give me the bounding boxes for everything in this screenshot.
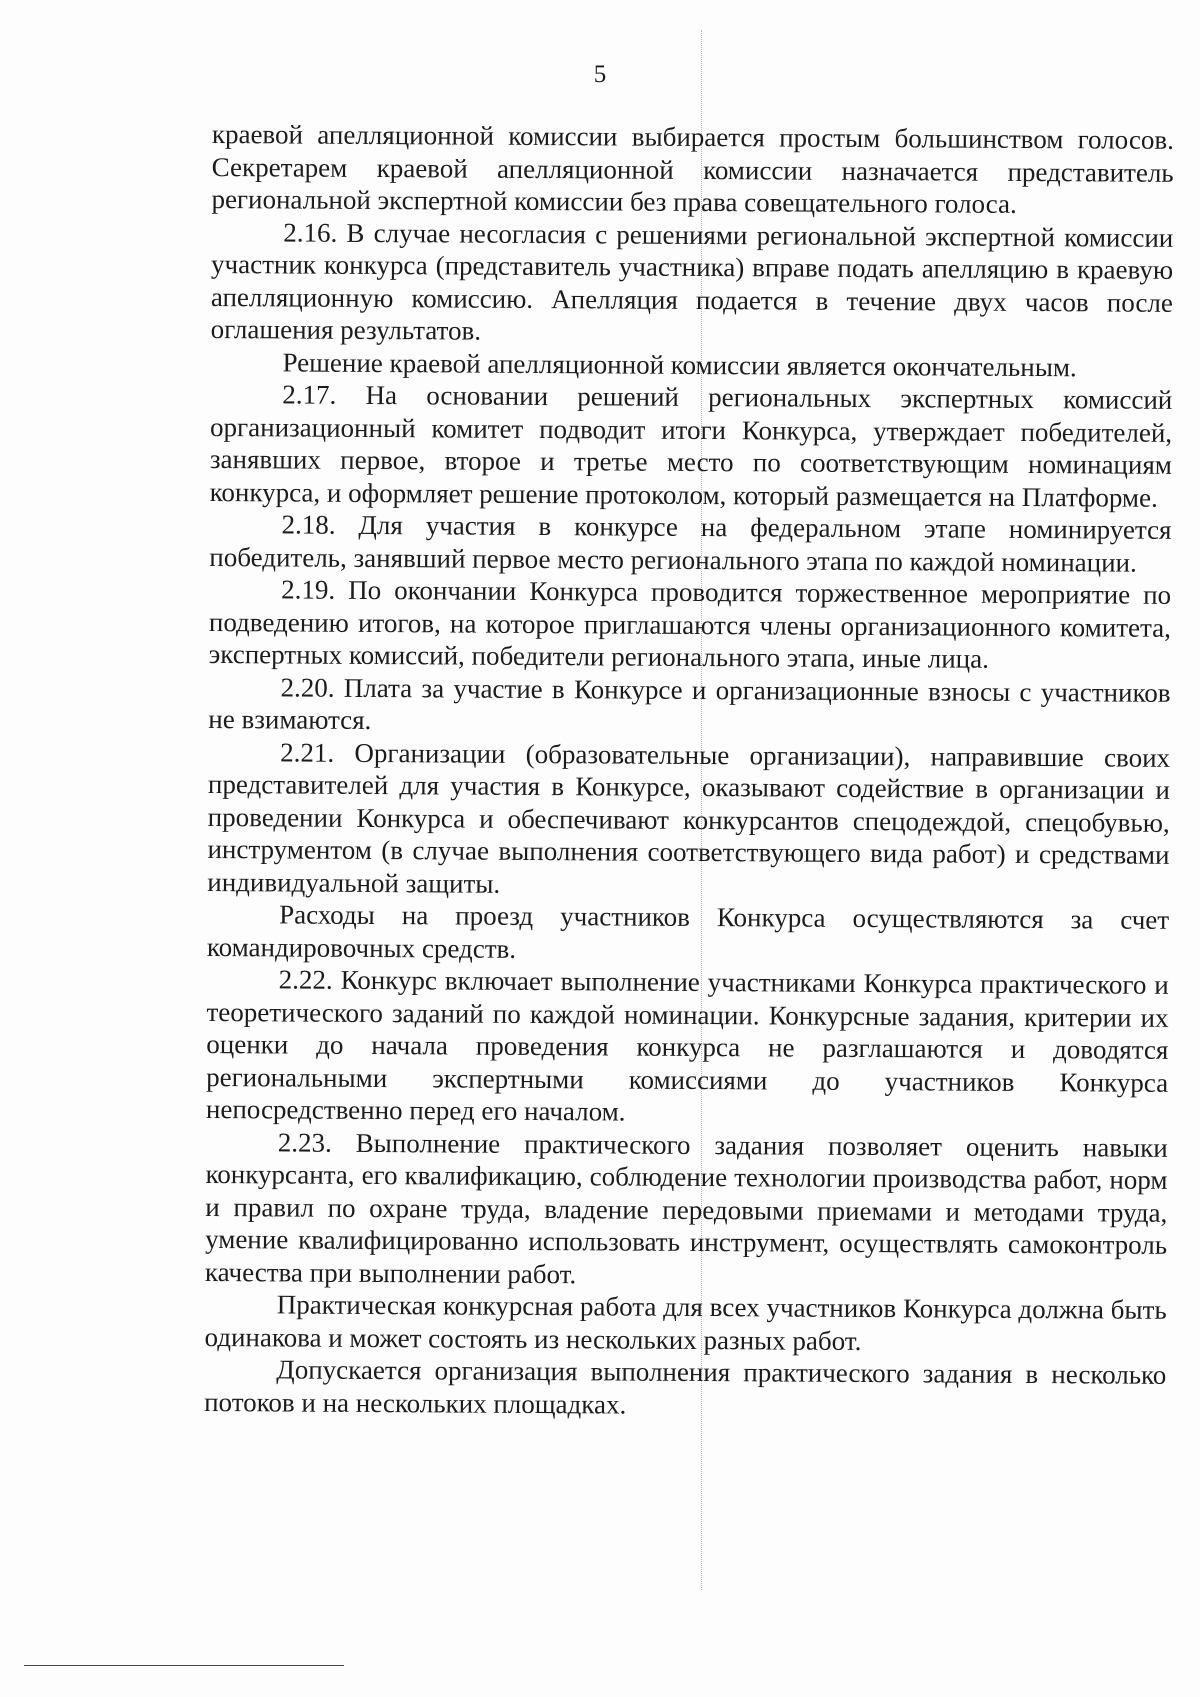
paragraph-appeal-commission-continuation: краевой апелляционной комиссии выбирается простым большинством голосов. Секретарем краевой апелляционной комиссии назначается представитель региональной экспертной комиссии без права совещательного голоса. (211, 118, 1174, 219)
paragraph-appeal-decision-final: Решение краевой апелляционной комиссии является окончательным. (282, 346, 1077, 382)
paragraph-practical-work: Практическая конкурсная работа для всех участников Конкурса должна быть одинакова и может состоять из нескольких разных работ. (204, 1289, 1167, 1356)
paragraph-2-20: 2.20. Плата за участие в Конкурсе и организационные взносы с участников не взимаются. (208, 671, 1171, 735)
paragraph-2-23: 2.23. Выполнение практического задания позволяет оценить навыки конкурсанта, его квалификацию, соблюдение технологии производства работ, норм и правил по охране труда, владение передовыми приемами и методами труда, умение квалифицированно использовать инструмент, осуществлять самоконтроль качества при выполнении работ. (204, 1126, 1168, 1289)
paragraph-2-18: 2.18. Для участия в конкурсе на федеральном этапе номинируется победитель, занявший первое место регионального этапа по каждой номинации. (209, 509, 1172, 578)
document-body (204, 118, 1174, 1424)
page-number: 5 (593, 61, 607, 88)
footnote-separator-line (24, 1665, 344, 1666)
paragraph-2-16: 2.16. В случае несогласия с решениями региональной экспертной комиссии участник конкурса (представитель участника) вправе подать апелляцию в краевую апелляционную комиссию. Апелляция подается в течение двух часов после оглашения результатов. (210, 216, 1174, 346)
paragraph-2-21: 2.21. Организации (образовательные организации), направившие своих представителей для участия в Конкурсе, оказывают содействие в организации и проведении Конкурса и обеспечивают конкурсантов спецодеждой, спецобувью, инструментом (в случае выполнения соответствующего вида работ) и средствами индивидуальной защиты. (207, 736, 1171, 899)
paragraph-multiple-streams: Допускается организация выполнения практического задания в несколько потоков и на нескольких площадках. (204, 1354, 1167, 1420)
paragraph-2-22: 2.22. Конкурс включает выполнение участниками Конкурса практического и теоретического заданий по каждой номинации. Конкурсные задания, критерии их оценки до начала проведения конкурса не разглашаются и доводятся региональными экспертными комиссиями до участников Конкурса непосредственно перед его началом. (205, 964, 1169, 1127)
paragraph-travel-expenses: Расходы на проезд участников Конкурса осуществляются за счет командировочных средств. (206, 899, 1170, 964)
paragraph-2-17: 2.17. На основании решений региональных экспертных комиссий организационный комитет подводит итоги Конкурса, утверждает победителей, занявших первое, второе и третье место по соответствующим номинациям конкурса, и оформляет решение протоколом, который размещается на Платформе. (209, 379, 1173, 513)
paragraph-2-19: 2.19. По окончании Конкурса проводится торжественное мероприятие по подведению итогов, на которое приглашаются члены организационного комитета, экспертных комиссий, победители регионального этапа, иные лица. (208, 574, 1172, 674)
